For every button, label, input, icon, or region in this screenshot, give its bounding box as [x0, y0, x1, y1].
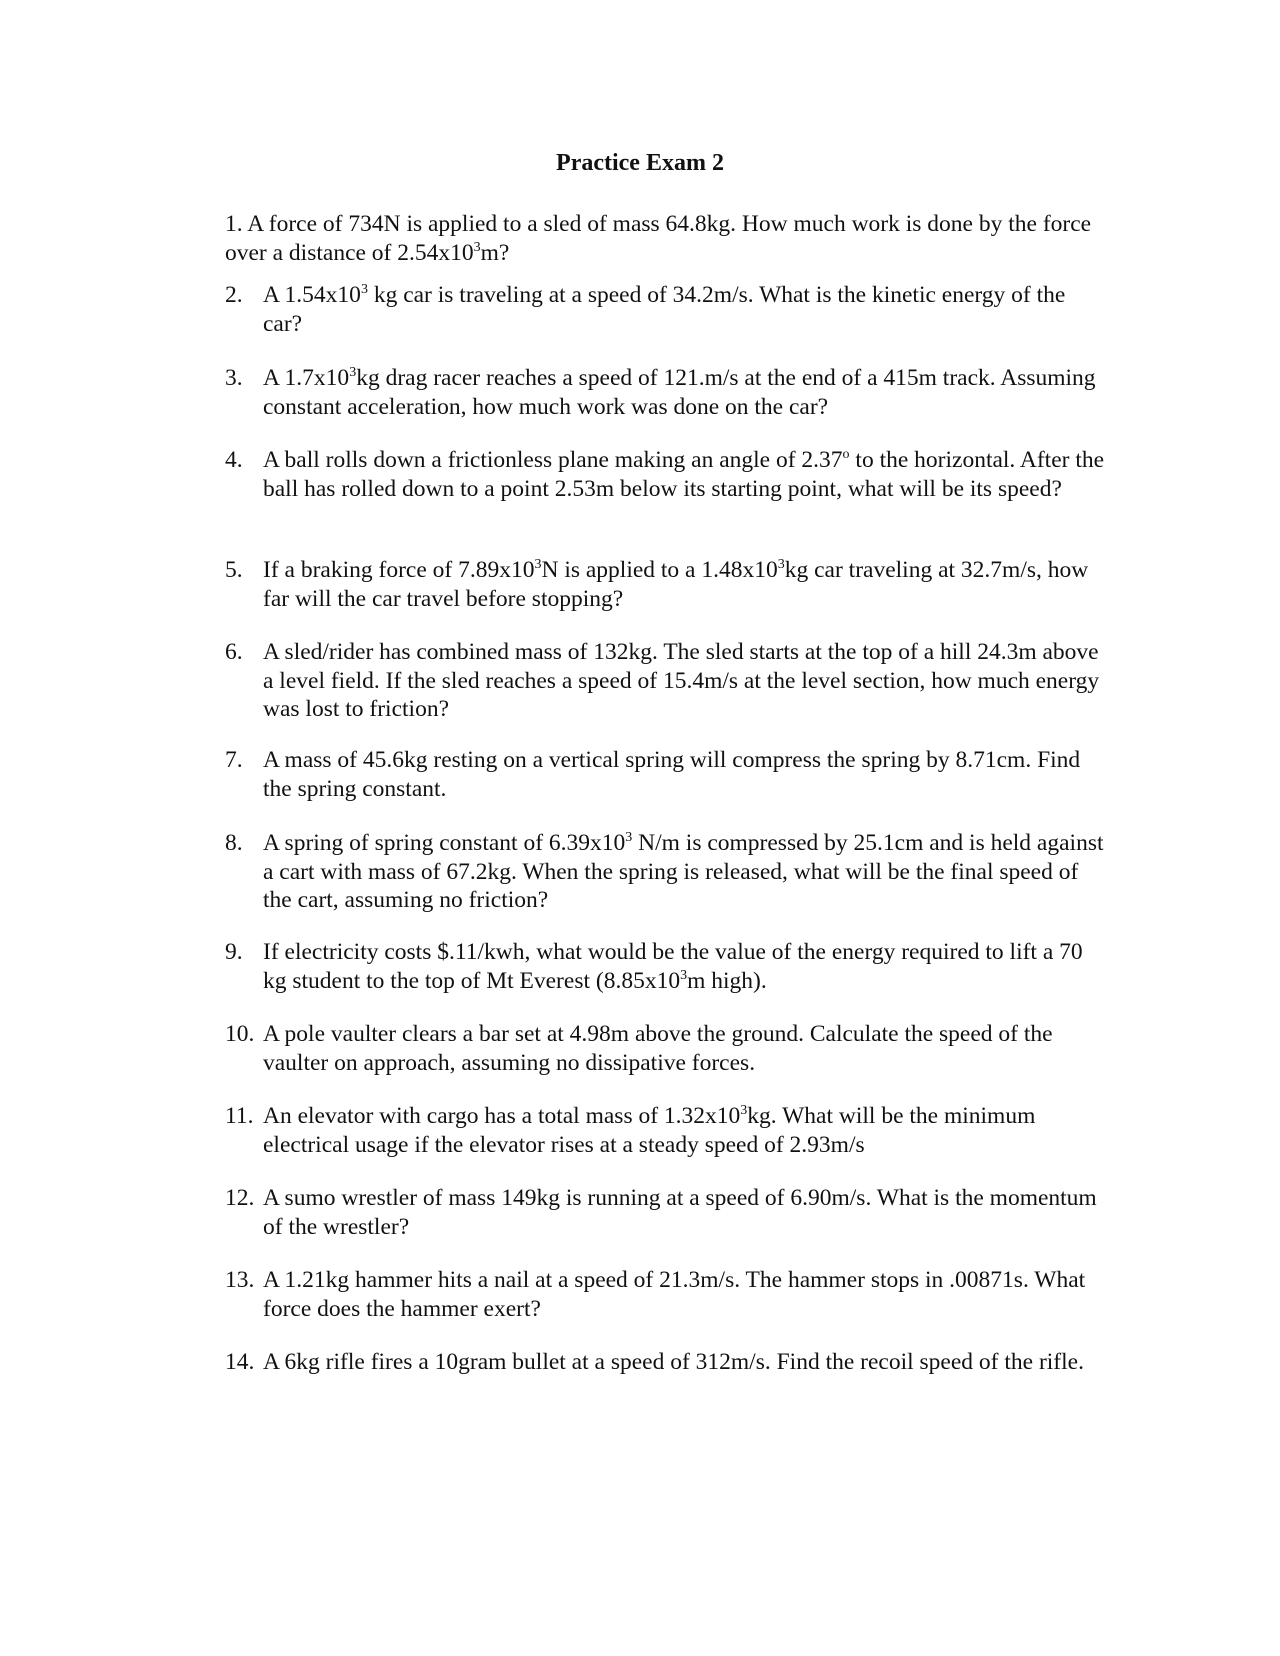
question-number: 8. [225, 830, 243, 856]
question-11: 11. An elevator with cargo has a total mass of $1.32x10^3kg$. What will be the minimum electrical usage if the elevator rises at a steady speed of 2.93m/s [225, 1103, 1036, 1158]
question-number: 2. [225, 282, 243, 308]
question-6: 6. A sled/rider has combined mass of 132kg. The sled starts at the top of a hill 24.3m above a level field. If the sled reaches a speed of 15.4m/s at the level section, how much energy was lost to friction? [225, 639, 1100, 722]
question-number: 3. [225, 365, 243, 391]
question-5: 5. If a braking force of $7.89x10^3N$ is applied to a $1.48x10^3kg$ car traveling at 32.7m/s, how far will the car travel before stopping? [225, 557, 1089, 612]
question-13: 13. A 1.21kg hammer hits a nail at a speed of 21.3m/s. The hammer stops in .00871s. What force does the hammer exert? [225, 1267, 1086, 1322]
question-number: 9. [225, 939, 243, 965]
question-7: 7. A mass of 45.6kg resting on a vertical spring will compress the spring by 8.71cm. Find the spring constant. [225, 747, 1081, 802]
question-10: 10. A pole vaulter clears a bar set at 4.98m above the ground. Calculate the speed of the vaulter on approach, assuming no dissipative forces. [225, 1021, 1053, 1076]
question-number: 10. [225, 1021, 255, 1047]
question-number: 5. [225, 557, 243, 583]
question-14: 14. A 6kg rifle fires a 10gram bullet at a speed of 312m/s. Find the recoil speed of the rifle. [225, 1349, 1084, 1375]
question-3: 3. A $1.7x10^3kg$ drag racer reaches a speed of 121.m/s at the end of a 415m track. Assuming constant acceleration, how much work was done on the car? [225, 365, 1096, 420]
question-number: 6. [225, 639, 243, 665]
question-2: 2. A $1.54x10^3$ kg car is traveling at a speed of 34.2m/s. What is the kinetic energy of the car? [225, 282, 1066, 337]
page-title: Practice Exam 2 [556, 150, 724, 176]
question-number: 11. [225, 1103, 254, 1129]
question-number: 7. [225, 747, 243, 773]
question-12: 12. A sumo wrestler of mass 149kg is running at a speed of 6.90m/s. What is the momentum of the wrestler? [225, 1185, 1097, 1240]
question-4: 4. A ball rolls down a frictionless plane making an angle of 2.37$^o$ to the horizontal. After the ball has rolled down to a point 2.53m below its starting point, what will be its speed? [225, 447, 1105, 502]
question-number: 1. [225, 211, 243, 237]
question-number: 4. [225, 447, 243, 473]
question-number: 12. [225, 1185, 255, 1211]
question-number: 13. [225, 1267, 255, 1293]
question-9: 9. If electricity costs $.11/kwh, what would be the value of the energy required to lift a 70 kg student to the top of Mt Everest ($8.85x10^3m$ high). [225, 939, 1083, 994]
question-1: 1. A force of 734N is applied to a sled of mass 64.8kg. How much work is done by the force over a distance of $2.54x10^3m$? [225, 211, 1092, 266]
question-8: 8. A spring of spring constant of $6.39x10^3$ N/m is compressed by 25.1cm and is held against a cart with mass of 67.2kg. When the spring is released, what will be the final speed of the cart, assuming no friction? [225, 830, 1104, 913]
question-number: 14. [225, 1349, 255, 1375]
